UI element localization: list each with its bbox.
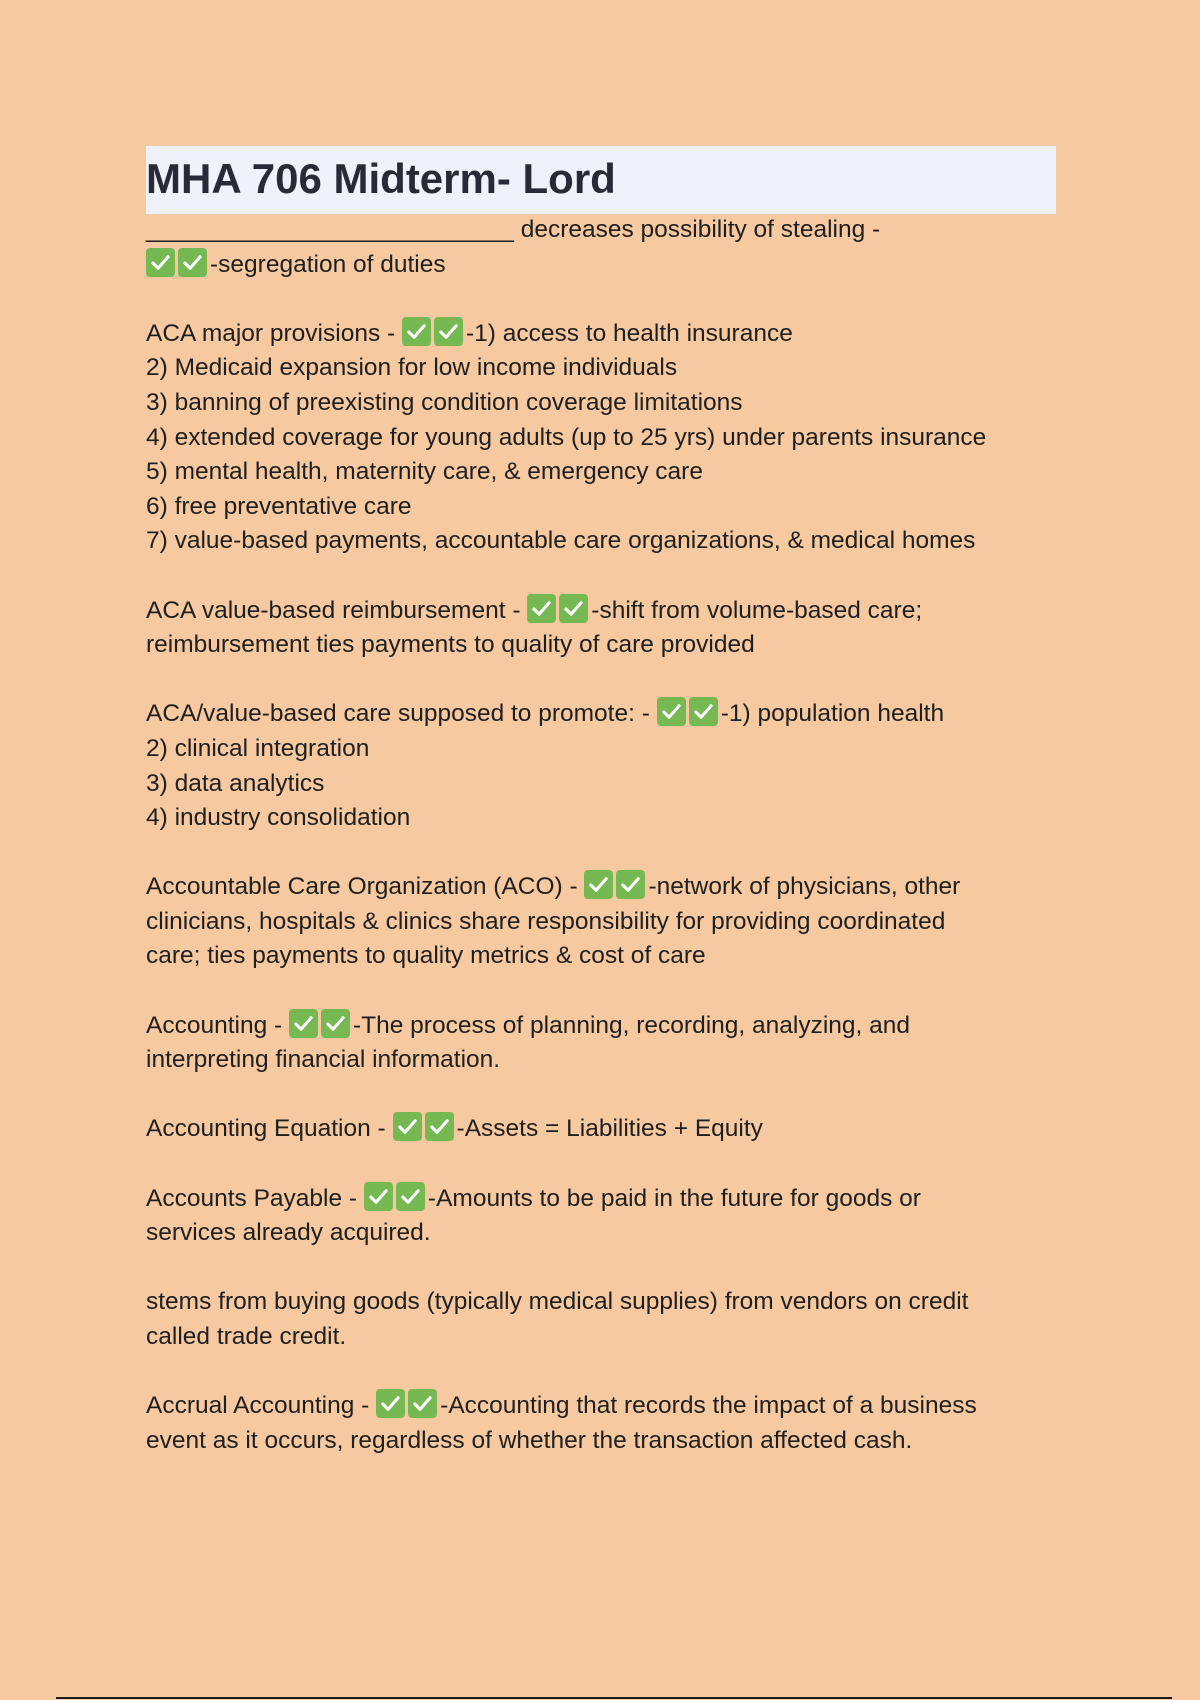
answer-marker — [402, 317, 466, 352]
flashcard-entry — [146, 1389, 1066, 1458]
check-mark-icon — [408, 1389, 437, 1418]
entry-line — [146, 1389, 1066, 1424]
check-mark-icon — [396, 1182, 425, 1211]
check-mark-icon — [689, 697, 718, 726]
flashcard-entry — [146, 870, 1066, 974]
entry-line: reimbursement ties payments to quality of care provided — [146, 631, 755, 659]
entry-line: event as it occurs, regardless of whether the transaction affected cash. — [146, 1426, 913, 1454]
flashcard-entry — [146, 1182, 1066, 1251]
check-mark-icon — [393, 1112, 422, 1141]
flashcard-entry — [146, 697, 1066, 835]
entry-line: 6) free preventative care — [146, 492, 412, 520]
entry-definition: -Assets = Liabilities + Equity — [456, 1115, 763, 1143]
check-mark-icon — [321, 1009, 350, 1038]
entry-line — [146, 248, 1066, 283]
answer-marker — [289, 1009, 353, 1044]
entry-line — [146, 1009, 1066, 1044]
check-mark-icon — [657, 697, 686, 726]
check-mark-icon — [425, 1112, 454, 1141]
entry-line: 3) banning of preexisting condition coverage limitations — [146, 388, 743, 416]
check-mark-icon — [584, 870, 613, 899]
entry-term: ACA major provisions - — [146, 319, 402, 347]
entry-line — [146, 317, 1066, 352]
flashcard-entry — [146, 1112, 1066, 1147]
entry-definition: -shift from volume-based care; — [591, 596, 923, 624]
flashcard-entry — [146, 594, 1066, 663]
check-mark-icon — [402, 317, 431, 346]
entry-line: interpreting financial information. — [146, 1046, 501, 1074]
entry-definition: -network of physicians, other — [648, 873, 961, 901]
entry-term: Accountable Care Organization (ACO) - — [146, 873, 585, 901]
entry-line: 4) industry consolidation — [146, 804, 411, 832]
check-mark-icon — [376, 1389, 405, 1418]
check-mark-icon — [616, 870, 645, 899]
entry-definition: -1) access to health insurance — [465, 319, 793, 347]
check-mark-icon — [364, 1182, 393, 1211]
answer-marker — [584, 870, 648, 905]
check-mark-icon — [146, 248, 175, 277]
check-mark-icon — [434, 317, 463, 346]
flashcard-entry — [146, 213, 1066, 282]
entry-line: 2) Medicaid expansion for low income individuals — [146, 354, 678, 382]
entry-line — [146, 594, 1066, 629]
entry-term: Accrual Accounting - — [146, 1392, 377, 1420]
document-title: MHA 706 Midterm- Lord — [146, 155, 616, 202]
answer-marker — [393, 1112, 457, 1147]
entry-definition: -1) population health — [720, 700, 945, 728]
entry-line: services already acquired. — [146, 1219, 431, 1247]
entry-line: 3) data analytics — [146, 769, 325, 797]
entry-term: Accounting Equation - — [146, 1115, 393, 1143]
entry-term: ACA/value-based care supposed to promote: - — [146, 700, 657, 728]
entry-line — [146, 697, 1066, 732]
page-bottom-rule — [56, 1697, 1172, 1699]
entry-term: Accounting - — [146, 1011, 289, 1039]
answer-marker — [657, 697, 721, 732]
answer-marker — [376, 1389, 440, 1424]
entry-line — [146, 1112, 1066, 1147]
entry-line: clinicians, hospitals & clinics share responsibility for providing coordinated — [146, 907, 946, 935]
entry-line: care; ties payments to quality metrics & cost of care — [146, 942, 706, 970]
entry-line — [146, 1182, 1066, 1217]
flashcard-entry — [146, 1009, 1066, 1078]
answer-marker — [146, 248, 210, 283]
entry-definition: -Amounts to be paid in the future for goods or — [427, 1184, 921, 1212]
entry-line — [146, 870, 1066, 905]
entry-line: stems from buying goods (typically medical supplies) from vendors on credit — [146, 1288, 969, 1316]
answer-marker — [527, 594, 591, 629]
flashcard-entry — [146, 317, 1066, 559]
entry-term: Accounts Payable - — [146, 1184, 364, 1212]
entry-definition: -segregation of duties — [210, 250, 446, 278]
entry-line — [146, 213, 1066, 248]
flashcard-entry — [146, 1285, 1066, 1354]
entry-line: called trade credit. — [146, 1323, 347, 1350]
entry-line: 2) clinical integration — [146, 734, 370, 762]
check-mark-icon — [527, 594, 556, 623]
entry-term: ___________________________ decreases possibility of stealing - — [146, 216, 881, 243]
entry-definition: -The process of planning, recording, analyzing, and — [353, 1011, 911, 1039]
entry-line: 4) extended coverage for young adults (up to 25 yrs) under parents insurance — [146, 423, 987, 451]
entry-line: 7) value-based payments, accountable care organizations, & medical homes — [146, 527, 976, 555]
check-mark-icon — [559, 594, 588, 623]
entry-definition: -Accounting that records the impact of a business — [440, 1392, 977, 1420]
entry-line: 5) mental health, maternity care, & emergency care — [146, 458, 703, 486]
answer-marker — [364, 1182, 428, 1217]
document-body — [146, 213, 1066, 1493]
entry-term: ACA value-based reimbursement - — [146, 596, 528, 624]
check-mark-icon — [178, 248, 207, 277]
title-bar — [146, 146, 1056, 214]
check-mark-icon — [289, 1009, 318, 1038]
